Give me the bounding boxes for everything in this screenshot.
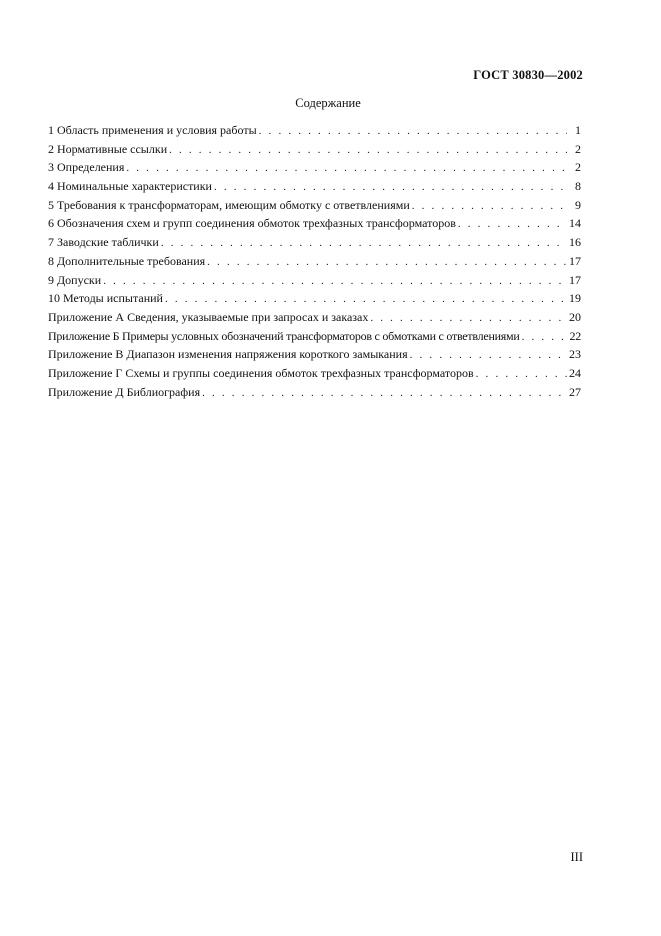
toc-entry-page: 14 [569, 216, 581, 231]
toc-entry-label: Приложение Д Библиография [48, 384, 201, 399]
dot-leader [410, 349, 567, 361]
dot-leader [207, 256, 567, 268]
toc-entry-page: 2 [575, 160, 581, 175]
toc-entry-page: 1 [575, 123, 581, 137]
toc-entry-page: 24 [569, 365, 581, 380]
dot-leader [165, 293, 567, 305]
toc-entry [48, 198, 581, 217]
toc-entry-page: 19 [569, 291, 581, 306]
toc-entry [48, 291, 581, 310]
toc-entry-page: 23 [569, 347, 581, 362]
dot-leader [161, 237, 567, 249]
toc-entry [48, 235, 581, 254]
toc-entry-page: 9 [575, 197, 581, 212]
toc-entry [48, 385, 581, 404]
toc-entry-label: 5 Требования к трансформаторам, имеющим обмотку с ответвлениями [48, 197, 410, 212]
toc-entry-page: 16 [569, 235, 581, 250]
toc-entry [48, 310, 581, 329]
dot-leader [126, 162, 567, 174]
toc-entry-page: 8 [575, 179, 581, 194]
toc-entry [48, 347, 581, 366]
toc-entry-label: 4 Номинальные характеристики [48, 179, 212, 194]
toc-title-text: Содержание [295, 96, 361, 110]
toc-entry-page: 27 [569, 384, 581, 399]
toc-entry [48, 216, 581, 235]
toc-entry [48, 366, 581, 385]
toc-entry-label: 6 Обозначения схем и групп соединения обмоток трехфазных трансформаторов [48, 216, 456, 231]
toc-entry-label: Приложение А Сведения, указываемые при запросах и заказах [48, 309, 369, 324]
toc-entry-label: 2 Нормативные ссылки [48, 141, 168, 156]
toc-entry-label: 10 Методы испытаний [48, 291, 163, 306]
dot-leader [370, 312, 567, 324]
dot-leader [103, 275, 567, 287]
table-of-contents [48, 123, 581, 403]
toc-entry [48, 254, 581, 273]
toc-entry-label: 1 Область применения и условия работы [48, 123, 257, 137]
toc-title [0, 96, 661, 111]
toc-entry-label: 3 Определения [48, 160, 125, 175]
dot-leader [412, 200, 567, 212]
toc-entry [48, 142, 581, 161]
document-code: ГОСТ 30830—2002 [473, 68, 583, 82]
toc-entry [48, 273, 581, 292]
dot-leader [169, 144, 567, 156]
toc-entry-label: 9 Допуски [48, 272, 102, 287]
dot-leader [476, 368, 567, 380]
toc-entry [48, 123, 581, 142]
toc-entry-page: 20 [569, 309, 581, 324]
toc-entry [48, 329, 581, 348]
toc-entry-label: Приложение Б Примеры условных обозначений трансформаторов с обмотками с ответвлениями [48, 328, 520, 343]
toc-entry-page: 17 [569, 272, 581, 287]
toc-entry-label: 8 Дополнительные требования [48, 253, 206, 268]
toc-entry-label: 7 Заводские таблички [48, 235, 159, 250]
dot-leader [202, 387, 567, 399]
toc-entry-page: 22 [569, 328, 581, 343]
toc-entry-label: Приложение В Диапазон изменения напряжения короткого замыкания [48, 347, 408, 362]
dot-leader [214, 181, 567, 193]
toc-entry [48, 179, 581, 198]
toc-entry-label: Приложение Г Схемы и группы соединения обмоток трехфазных трансформаторов [48, 365, 474, 380]
dot-leader [458, 218, 567, 230]
dot-leader [259, 125, 567, 137]
page-number: III [570, 850, 583, 864]
toc-entry-page: 17 [569, 253, 581, 268]
toc-entry-page: 2 [575, 141, 581, 156]
toc-entry [48, 160, 581, 179]
dot-leader [522, 331, 567, 343]
